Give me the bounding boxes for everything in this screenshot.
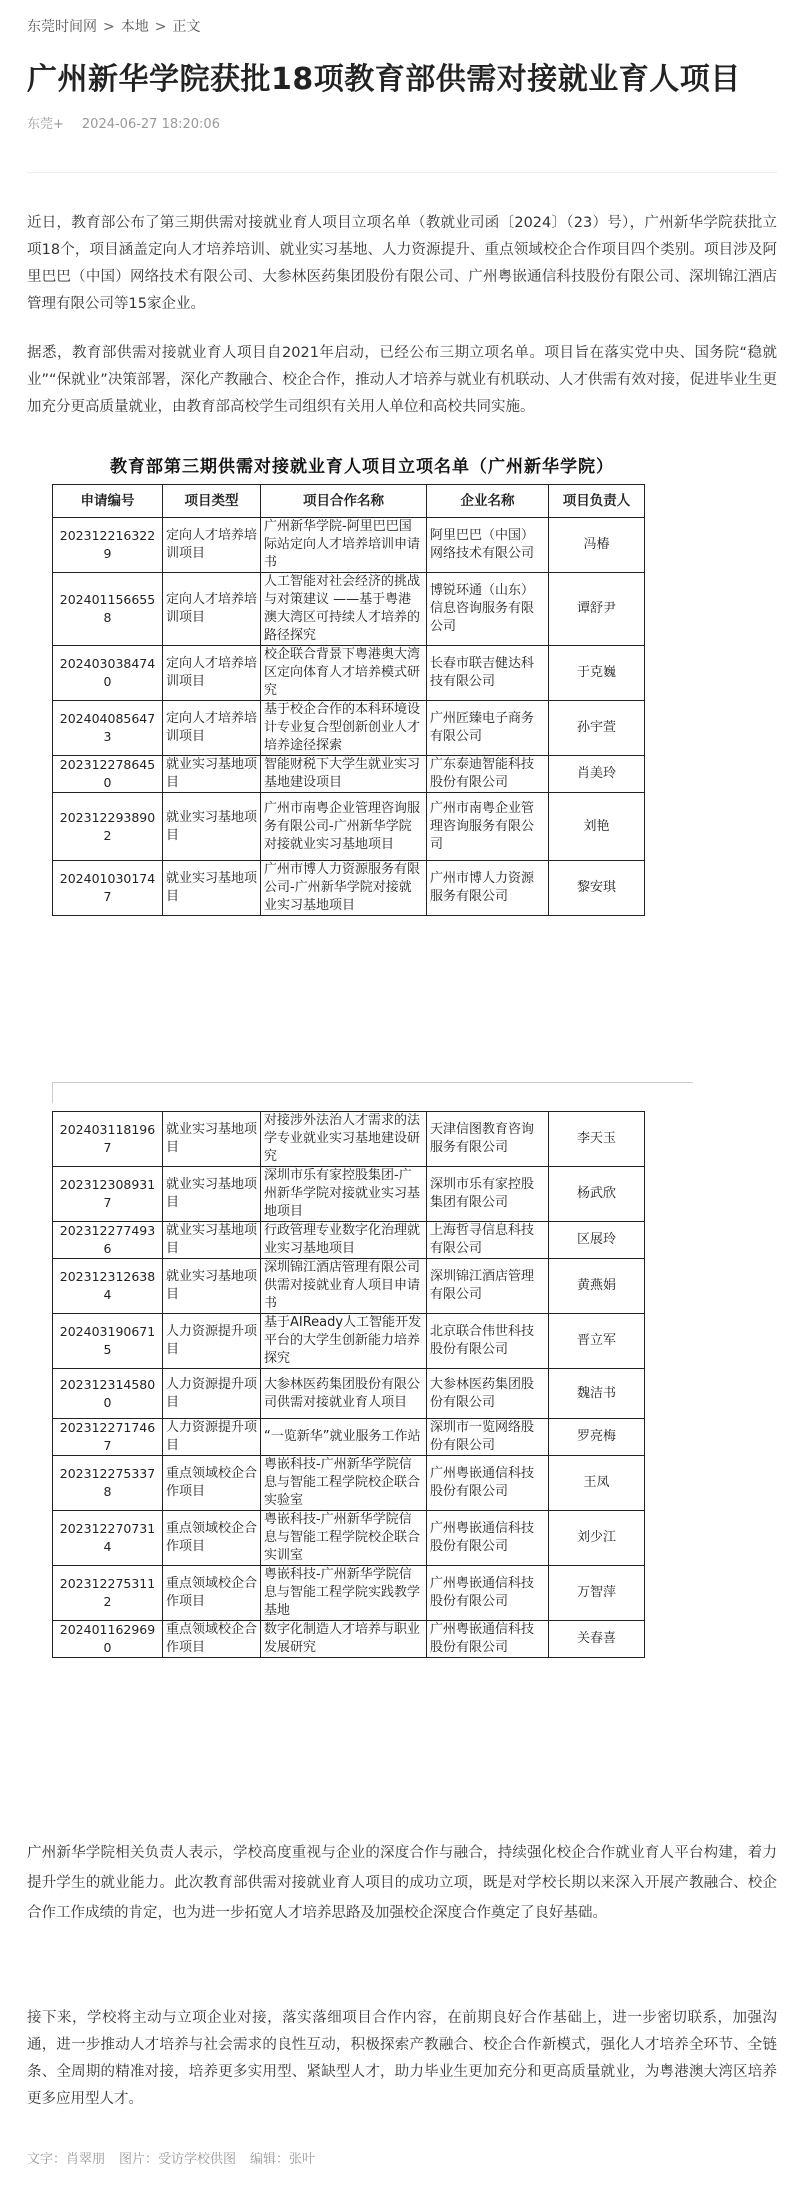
table-cell-leader: 孙宇萱 [549, 701, 645, 756]
table-cell-name: 智能财税下大学生就业实习基地建设项目 [261, 756, 427, 793]
table-cell-leader: 区展玲 [549, 1222, 645, 1259]
table-header-cell: 项目合作名称 [261, 485, 427, 518]
table-row [53, 1369, 645, 1419]
table-header-cell: 申请编号 [53, 485, 163, 518]
table-cell-code: 2024011629690 [53, 1621, 163, 1658]
table-cell-code: 2024040856473 [53, 701, 163, 756]
table-cell-enterprise: 广州粤嵌通信科技股份有限公司 [427, 1621, 549, 1658]
table-cell-leader: 谭舒尹 [549, 573, 645, 646]
table-cell-name: 广州市南粤企业管理咨询服务有限公司-广州新华学院对接就业实习基地项目 [261, 793, 427, 861]
table-cell-type: 人力资源提升项目 [163, 1419, 261, 1456]
article-timestamp: 2024-06-27 18:20:06 [81, 117, 220, 132]
table-cell-name: 广州新华学院-阿里巴巴国际站定向人才培养培训申请书 [261, 518, 427, 573]
table-row [53, 1419, 645, 1456]
table-row [53, 756, 645, 793]
article-meta [27, 113, 220, 132]
table-cell-code: 2024031181967 [53, 1112, 163, 1167]
table-row [53, 861, 645, 916]
project-table-part1 [52, 484, 645, 916]
table-header-cell: 项目负责人 [549, 485, 645, 518]
table-cell-type: 定向人才培养培训项目 [163, 701, 261, 756]
table-cell-type: 就业实习基地项目 [163, 793, 261, 861]
table-cell-enterprise: 博锐环通（山东）信息咨询服务有限公司 [427, 573, 549, 646]
table-cell-enterprise: 深圳市乐有家控股集团有限公司 [427, 1167, 549, 1222]
table-cell-code: 2023122774936 [53, 1222, 163, 1259]
table-header-row [53, 485, 645, 518]
table-cell-type: 就业实习基地项目 [163, 861, 261, 916]
table-cell-leader: 关春喜 [549, 1621, 645, 1658]
table-row [53, 1566, 645, 1621]
table-row [53, 1621, 645, 1658]
table-cell-leader: 万智萍 [549, 1566, 645, 1621]
table-cell-code: 2024010301747 [53, 861, 163, 916]
table-cell-enterprise: 北京联合伟世科技股份有限公司 [427, 1314, 549, 1369]
table-cell-code: 2023123089317 [53, 1167, 163, 1222]
article-credits [27, 2148, 329, 2167]
table-cell-code: 2023122753112 [53, 1566, 163, 1621]
table-cell-code: 2023123145800 [53, 1369, 163, 1419]
article-paragraph: 据悉，教育部供需对接就业育人项目自2021年启动，已经公布三期立项名单。项目旨在落实党中央、国务院“稳就业”“保就业”决策部署，深化产教融合、校企合作，推动人才培养与就业有机联动、人才供需有效对接，促进毕业生更加充分更高质量就业，由教育部高校学生司组织有关用人单位和高校共同实施。 [27, 345, 777, 415]
credit-photo: 图片：受访学校供图 [119, 2152, 237, 2167]
table-cell-leader: 刘艳 [549, 793, 645, 861]
table-cell-name: 基于校企合作的本科环境设计专业复合型创新创业人才培养途径探索 [261, 701, 427, 756]
table-header-cell: 项目类型 [163, 485, 261, 518]
table-cell-code: 2024030384740 [53, 646, 163, 701]
table-cell-leader: 肖美玲 [549, 756, 645, 793]
table-cell-name: 基于AIReady人工智能开发平台的大学生创新能力培养探究 [261, 1314, 427, 1369]
table-header-cell: 企业名称 [427, 485, 549, 518]
table-row [53, 1456, 645, 1511]
breadcrumb-separator: > [154, 19, 167, 35]
table-cell-enterprise: 广州市博人力资源服务有限公司 [427, 861, 549, 916]
table-row [53, 1112, 645, 1167]
article-paragraph: 广州新华学院相关负责人表示，学校高度重视与企业的深度合作与融合，持续强化校企合作就业育人平台构建，着力提升学生的就业能力。此次教育部供需对接就业育人项目的成功立项，既是对学校长期以来深入开展产教融合、校企合作工作成绩的肯定，也为进一步拓宽人才培养思路及加强校企深度合作奠定了良好基础。 [27, 1845, 777, 1921]
breadcrumb-home-link[interactable]: 东莞时间网 [27, 19, 97, 35]
table-cell-enterprise: 广州市南粤企业管理咨询服务有限公司 [427, 793, 549, 861]
breadcrumb-section-link[interactable]: 本地 [120, 19, 149, 35]
table-row [53, 1222, 645, 1259]
table-row [53, 518, 645, 573]
table-cell-leader: 于克巍 [549, 646, 645, 701]
table-row [53, 793, 645, 861]
table-cell-type: 重点领域校企合作项目 [163, 1456, 261, 1511]
table-cell-leader: 王凤 [549, 1456, 645, 1511]
table-cell-leader: 魏洁书 [549, 1369, 645, 1419]
table-title: 教育部第三期供需对接就业育人项目立项名单（广州新华学院） [110, 457, 614, 477]
breadcrumb-current: 正文 [172, 19, 201, 35]
table-cell-name: 对接涉外法治人才需求的法学专业就业实习基地建设研究 [261, 1112, 427, 1167]
table-cell-code: 2023122753378 [53, 1456, 163, 1511]
table-cell-enterprise: 大参林医药集团股份有限公司 [427, 1369, 549, 1419]
table-cell-name: 数字化制造人才培养与职业发展研究 [261, 1621, 427, 1658]
table-cell-code: 2023122707314 [53, 1511, 163, 1566]
table-cell-leader: 黎安琪 [549, 861, 645, 916]
divider [27, 172, 777, 173]
table-cell-code: 2023122786450 [53, 756, 163, 793]
table-cell-type: 重点领域校企合作项目 [163, 1566, 261, 1621]
table-cell-enterprise: 广州粤嵌通信科技股份有限公司 [427, 1511, 549, 1566]
table-cell-enterprise: 广州粤嵌通信科技股份有限公司 [427, 1456, 549, 1511]
table-row [53, 1511, 645, 1566]
table-cell-code: 2024031906715 [53, 1314, 163, 1369]
breadcrumb-separator: > [103, 19, 115, 35]
table-cell-leader: 晋立军 [549, 1314, 645, 1369]
table-cell-code: 2023122938902 [53, 793, 163, 861]
table-cell-leader: 刘少江 [549, 1511, 645, 1566]
table-cell-name: 行政管理专业数字化治理就业实习基地项目 [261, 1222, 427, 1259]
table-row [53, 701, 645, 756]
project-table-part2 [52, 1111, 645, 1658]
table-cell-name: 深圳锦江酒店管理有限公司 供需对接就业育人项目申请书 [261, 1259, 427, 1314]
image-gap [52, 1082, 693, 1103]
table-cell-code: 2023122717467 [53, 1419, 163, 1456]
table-cell-type: 就业实习基地项目 [163, 1167, 261, 1222]
table-cell-type: 就业实习基地项目 [163, 1112, 261, 1167]
article-paragraph: 接下来，学校将主动与立项企业对接，落实落细项目合作内容，在前期良好合作基础上，进一步密切联系，加强沟通，进一步推动人才培养与社会需求的良性互动，积极探索产教融合、校企合作新模式，强化人才培养全环节、全链条、全周期的精准对接，培养更多实用型、紧缺型人才，助力毕业生更加充分和更高质量就业，为粤港澳大湾区培养更多应用型人才。 [27, 2010, 777, 2107]
table-cell-enterprise: 深圳市一览网络股份有限公司 [427, 1419, 549, 1456]
article-title: 广州新华学院获批18项教育部供需对接就业育人项目 [27, 62, 741, 97]
table-cell-enterprise: 长春市联吉健达科技有限公司 [427, 646, 549, 701]
table-cell-name: 校企联合背景下粤港奥大湾区定向体育人才培养模式研究 [261, 646, 427, 701]
table-cell-enterprise: 阿里巴巴（中国）网络技术有限公司 [427, 518, 549, 573]
article-paragraph: 近日，教育部公布了第三期供需对接就业育人项目立项名单（教就业司函〔2024〕（23）号），广州新华学院获批立项18个，项目涵盖定向人才培养培训、就业实习基地、人力资源提升、重点领域校企合作项目四个类别。项目涉及阿里巴巴（中国）网络技术有限公司、大参林医药集团股份有限公司、广州粤嵌通信科技股份有限公司、深圳锦江酒店管理有限公司等15家企业。 [27, 215, 777, 312]
table-cell-name: 深圳市乐有家控股集团-广州新华学院对接就业实习基地项目 [261, 1167, 427, 1222]
table-cell-name: 粤嵌科技-广州新华学院信息与智能工程学院校企联合实训室 [261, 1511, 427, 1566]
table-cell-type: 就业实习基地项目 [163, 1259, 261, 1314]
article-source: 东莞+ [27, 117, 64, 132]
table-cell-name: 广州市博人力资源服务有限公司-广州新华学院对接就业实习基地项目 [261, 861, 427, 916]
table-cell-leader: 冯椿 [549, 518, 645, 573]
table-cell-enterprise: 上海哲寻信息科技有限公司 [427, 1222, 549, 1259]
table-cell-type: 就业实习基地项目 [163, 756, 261, 793]
table-cell-type: 定向人才培养培训项目 [163, 573, 261, 646]
table-cell-name: 大参林医药集团股份有限公司供需对接就业育人项目 [261, 1369, 427, 1419]
table-cell-type: 定向人才培养培训项目 [163, 518, 261, 573]
table-row [53, 573, 645, 646]
table-cell-code: 2024011566558 [53, 573, 163, 646]
table-row [53, 646, 645, 701]
credit-editor: 编辑：张叶 [250, 2152, 316, 2167]
table-cell-type: 定向人才培养培训项目 [163, 646, 261, 701]
table-cell-type: 就业实习基地项目 [163, 1222, 261, 1259]
table-cell-type: 重点领域校企合作项目 [163, 1511, 261, 1566]
table-cell-code: 2023122163229 [53, 518, 163, 573]
table-cell-code: 2023123126384 [53, 1259, 163, 1314]
table-cell-enterprise: 天津信图教育咨询服务有限公司 [427, 1112, 549, 1167]
table-cell-enterprise: 深圳锦江酒店管理有限公司 [427, 1259, 549, 1314]
table-cell-name: “一览新华”就业服务工作站 [261, 1419, 427, 1456]
table-cell-enterprise: 广州粤嵌通信科技股份有限公司 [427, 1566, 549, 1621]
table-cell-enterprise: 广东泰迪智能科技股份有限公司 [427, 756, 549, 793]
table-cell-name: 粤嵌科技-广州新华学院信息与智能工程学院校企联合实验室 [261, 1456, 427, 1511]
table-cell-type: 重点领域校企合作项目 [163, 1621, 261, 1658]
breadcrumb [27, 16, 200, 36]
table-cell-leader: 罗亮梅 [549, 1419, 645, 1456]
table-cell-leader: 黄燕娟 [549, 1259, 645, 1314]
table-cell-leader: 杨武欣 [549, 1167, 645, 1222]
table-row [53, 1167, 645, 1222]
table-row [53, 1314, 645, 1369]
table-cell-enterprise: 广州匠臻电子商务有限公司 [427, 701, 549, 756]
table-cell-name: 粤嵌科技-广州新华学院信息与智能工程学院实践教学基地 [261, 1566, 427, 1621]
table-cell-name: 人工智能对社会经济的挑战与对策建议 ——基于粤港澳大湾区可持续人才培养的路径探究 [261, 573, 427, 646]
table-cell-type: 人力资源提升项目 [163, 1314, 261, 1369]
table-row [53, 1259, 645, 1314]
credit-writer: 文字：肖翠朋 [27, 2152, 106, 2167]
table-cell-leader: 李天玉 [549, 1112, 645, 1167]
table-cell-type: 人力资源提升项目 [163, 1369, 261, 1419]
